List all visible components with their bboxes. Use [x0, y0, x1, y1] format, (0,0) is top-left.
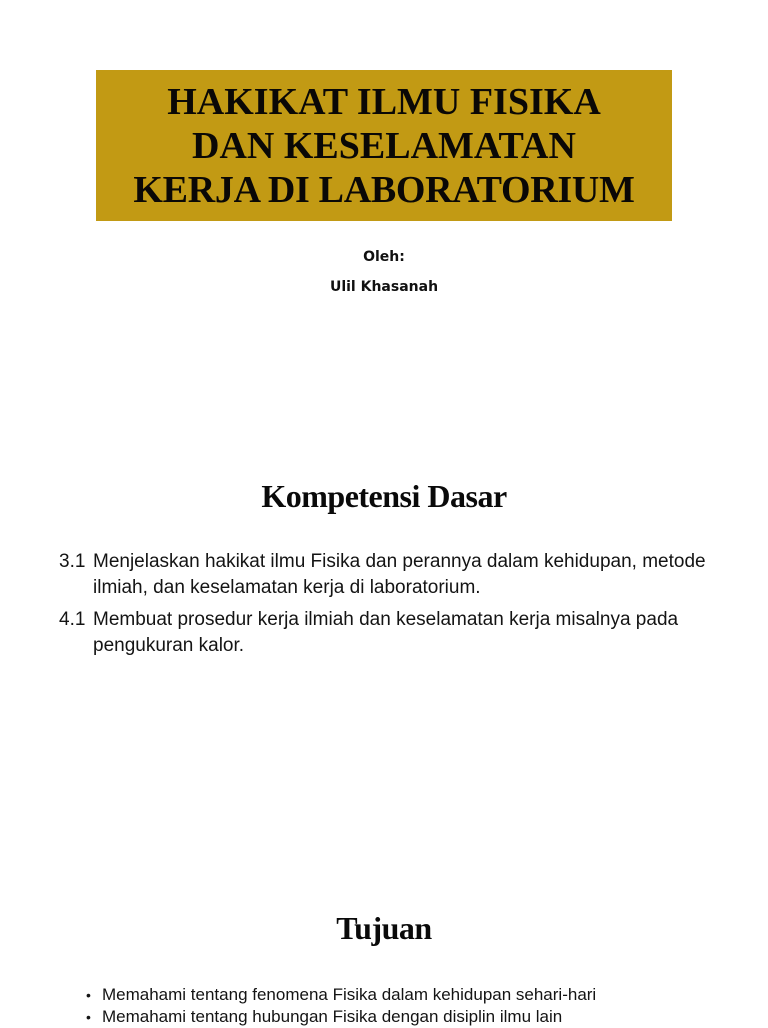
item-text: Menjelaskan hakikat ilmu Fisika dan perannya dalam kehidupan, metode ilmiah, dan keselamatan kerja di laboratorium. — [93, 551, 706, 598]
bullet-icon: • — [86, 987, 91, 1003]
byline-label: Oleh: — [363, 249, 405, 265]
list-item — [59, 549, 719, 601]
item-text: Memahami tentang hubungan Fisika dengan disiplin ilmu lain — [102, 1007, 563, 1026]
item-text: Membuat prosedur kerja ilmiah dan keselamatan kerja misalnya pada pengukuran kalor. — [93, 609, 679, 656]
list-item — [86, 984, 726, 1006]
list-item — [86, 1006, 726, 1028]
tujuan-list — [86, 984, 726, 1028]
author-name: Ulil Khasanah — [329, 279, 439, 295]
kompetensi-dasar-heading: Kompetensi Dasar — [261, 478, 507, 514]
tujuan-heading: Tujuan — [336, 910, 432, 946]
bullet-icon: • — [86, 1009, 91, 1025]
item-text: Memahami tentang fenomena Fisika dalam kehidupan sehari-hari — [102, 985, 597, 1004]
item-number: 3.1 — [59, 551, 86, 572]
list-item — [59, 607, 719, 659]
title-line-1: HAKIKAT ILMU FISIKA — [167, 80, 601, 123]
title-line-3: KERJA DI LABORATORIUM — [133, 168, 635, 211]
title-line-2: DAN KESELAMATAN — [192, 124, 576, 167]
kompetensi-dasar-list — [59, 549, 719, 665]
item-number: 4.1 — [59, 609, 86, 630]
title-slide — [0, 0, 768, 330]
title-banner — [96, 70, 672, 221]
